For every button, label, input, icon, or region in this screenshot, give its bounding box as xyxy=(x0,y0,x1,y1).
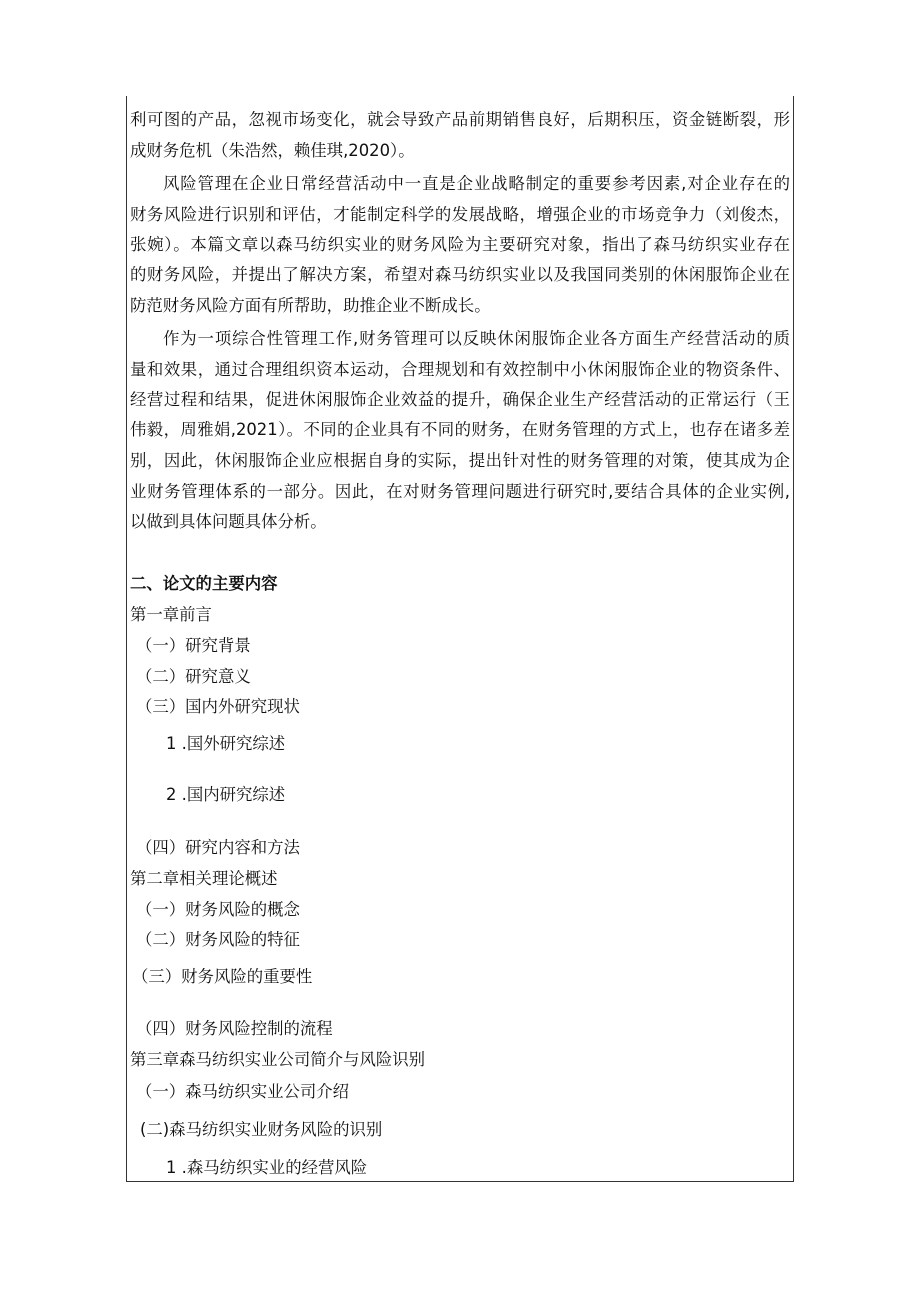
outline-section: （一）研究背景 xyxy=(136,636,251,655)
paragraph-line: 别，因此，休闲服饰企业应根据自身的实际，提出针对性的财务管理的对策，使其成为企 xyxy=(130,451,790,470)
chapter-title: 第二章相关理论概述 xyxy=(130,869,278,888)
paragraph-line: 伟毅，周雅娟,2021）。不同的企业具有不同的财务，在财务管理的方式上，也存在诸多差 xyxy=(130,420,790,439)
paragraph-line: 的财务风险，并提出了解决方案，希望对森马纺织实业以及我国同类别的休闲服饰企业在 xyxy=(130,265,790,284)
paragraph-line: 财务风险进行识别和评估，才能制定科学的发展战略，增强企业的市场竞争力（刘俊杰， xyxy=(130,205,790,224)
paragraph-line: 经营过程和结果，促进休闲服饰企业效益的提升，确保企业生产经营活动的正常运行（王 xyxy=(130,390,790,409)
paragraph-line: 量和效果，通过合理组织资本运动，合理规划和有效控制中小休闲服饰企业的物资条件、 xyxy=(130,360,790,379)
paragraph-line: 作为一项综合性管理工作,财务管理可以反映休闲服饰企业各方面生产经营活动的质 xyxy=(163,329,790,348)
paragraph-line: 风险管理在企业日常经营活动中一直是企业战略制定的重要参考因素,对企业存在的 xyxy=(163,174,790,193)
paragraph-line: 利可图的产品，忽视市场变化，就会导致产品前期销售良好，后期积压，资金链断裂，形 xyxy=(130,110,790,129)
outline-subsection: 1 .国外研究综述 xyxy=(166,734,286,753)
outline-section: (二)森马纺织实业财务风险的识别 xyxy=(140,1120,383,1139)
outline-section: （二）财务风险的特征 xyxy=(136,930,300,949)
outline-subsection: 2 .国内研究综述 xyxy=(166,785,286,804)
paragraph-line: 防范财务风险方面有所帮助，助推企业不断成长。 xyxy=(130,296,491,315)
chapter-title: 第三章森马纺织实业公司简介与风险识别 xyxy=(130,1050,426,1069)
paragraph-line: 张婉）。本篇文章以森马纺织实业的财务风险为主要研究对象，指出了森马纺织实业存在 xyxy=(130,235,790,254)
outline-subsection: 1 .森马纺织实业的经营风险 xyxy=(166,1158,368,1177)
paragraph-line: 业财务管理体系的一部分。因此，在对财务管理问题进行研究时,要结合具体的企业实例, xyxy=(130,482,790,501)
paragraph-line: 以做到具体问题具体分析。 xyxy=(130,512,327,531)
outline-section: （四）财务风险控制的流程 xyxy=(136,1019,333,1038)
outline-section: （二）研究意义 xyxy=(136,667,251,686)
outline-section: （三）国内外研究现状 xyxy=(136,697,300,716)
outline-section: （一）财务风险的概念 xyxy=(136,900,300,919)
chapter-title: 第一章前言 xyxy=(130,605,212,624)
outline-section: （四）研究内容和方法 xyxy=(136,838,300,857)
outline-section: （三）财务风险的重要性 xyxy=(132,967,313,986)
section-heading: 二、论文的主要内容 xyxy=(130,574,278,593)
outline-section: （一）森马纺织实业公司介绍 xyxy=(136,1082,350,1101)
paragraph-line: 成财务危机（朱浩然，赖佳琪,2020）。 xyxy=(130,141,415,160)
